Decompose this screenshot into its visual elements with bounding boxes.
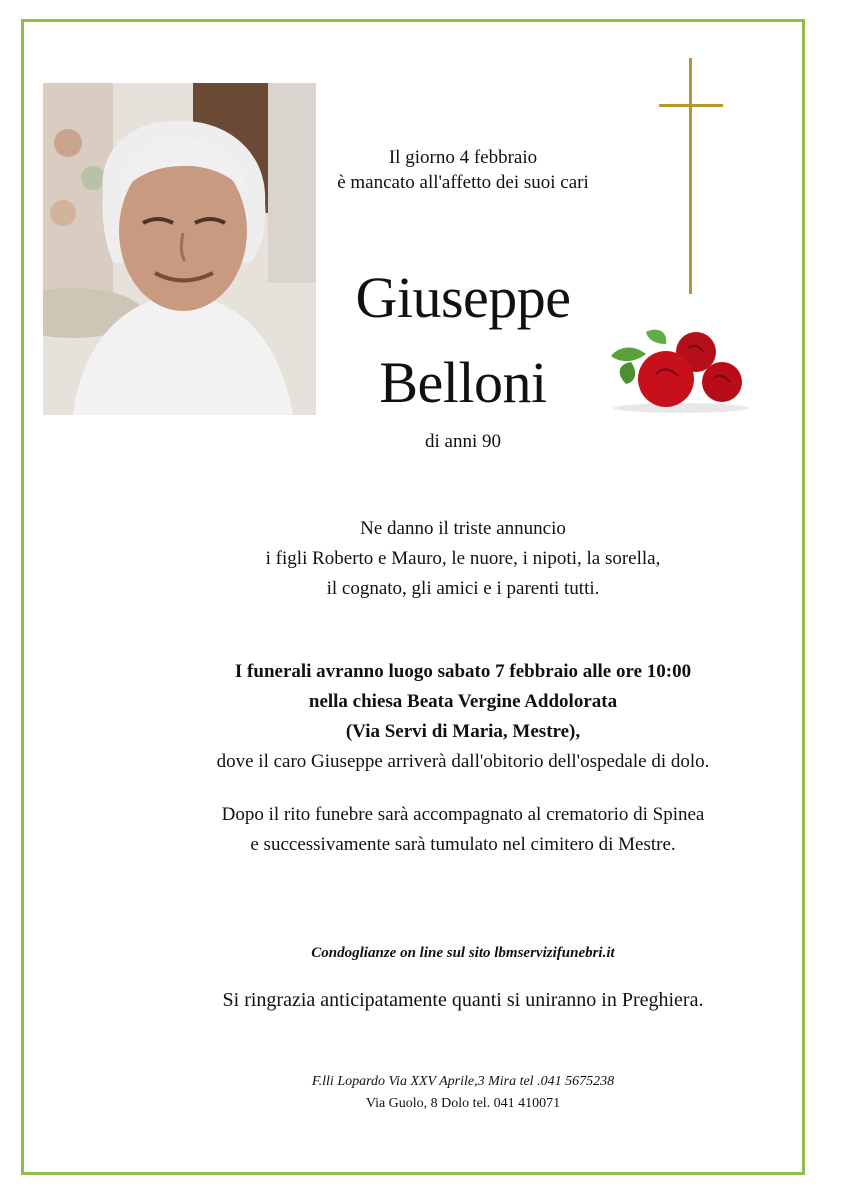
announcement-line: Ne danno il triste annuncio xyxy=(360,518,566,539)
announcement-line: il cognato, gli amici e i parenti tutti. xyxy=(326,578,600,599)
after-rite xyxy=(120,800,806,860)
deceased-last-name: Belloni xyxy=(379,350,547,415)
roses-icon xyxy=(606,324,752,414)
thanks-note: Si ringrazia anticipatamente quanti si uniranno in Preghiera. xyxy=(222,989,704,1011)
portrait-photo xyxy=(43,83,316,415)
funeral-line: nella chiesa Beata Vergine Addolorata xyxy=(308,691,618,712)
intro-line: è mancato all'affetto dei suoi cari xyxy=(337,172,589,193)
funeral-line: dove il caro Giuseppe arriverà dall'obitorio dell'ospedale di dolo. xyxy=(216,751,710,772)
funeral-details xyxy=(120,657,806,777)
deceased-first-name: Giuseppe xyxy=(355,265,571,330)
announcement xyxy=(120,514,806,604)
footer-line: Via Guolo, 8 Dolo tel. 041 410071 xyxy=(365,1096,561,1111)
intro-text xyxy=(300,145,626,195)
intro-line: Il giorno 4 febbraio xyxy=(388,147,538,168)
after-rite-line: Dopo il rito funebre sarà accompagnato al crematorio di Spinea xyxy=(221,804,705,825)
funeral-line: (Via Servi di Maria, Mestre), xyxy=(345,721,581,742)
cross-icon xyxy=(656,58,726,296)
footer-contacts xyxy=(200,1071,726,1115)
after-rite-line: e successivamente sarà tumulato nel cimitero di Mestre. xyxy=(250,834,676,855)
deceased-age: di anni 90 xyxy=(425,431,501,452)
funeral-line: I funerali avranno luogo sabato 7 febbraio alle ore 10:00 xyxy=(234,661,692,682)
announcement-line: i figli Roberto e Mauro, le nuore, i nipoti, la sorella, xyxy=(265,548,661,569)
footer-line: F.lli Lopardo Via XXV Aprile,3 Mira tel .041 5675238 xyxy=(311,1074,615,1089)
condolences-note: Condoglianze on line sul sito lbmservizifunebri.it xyxy=(311,945,615,961)
